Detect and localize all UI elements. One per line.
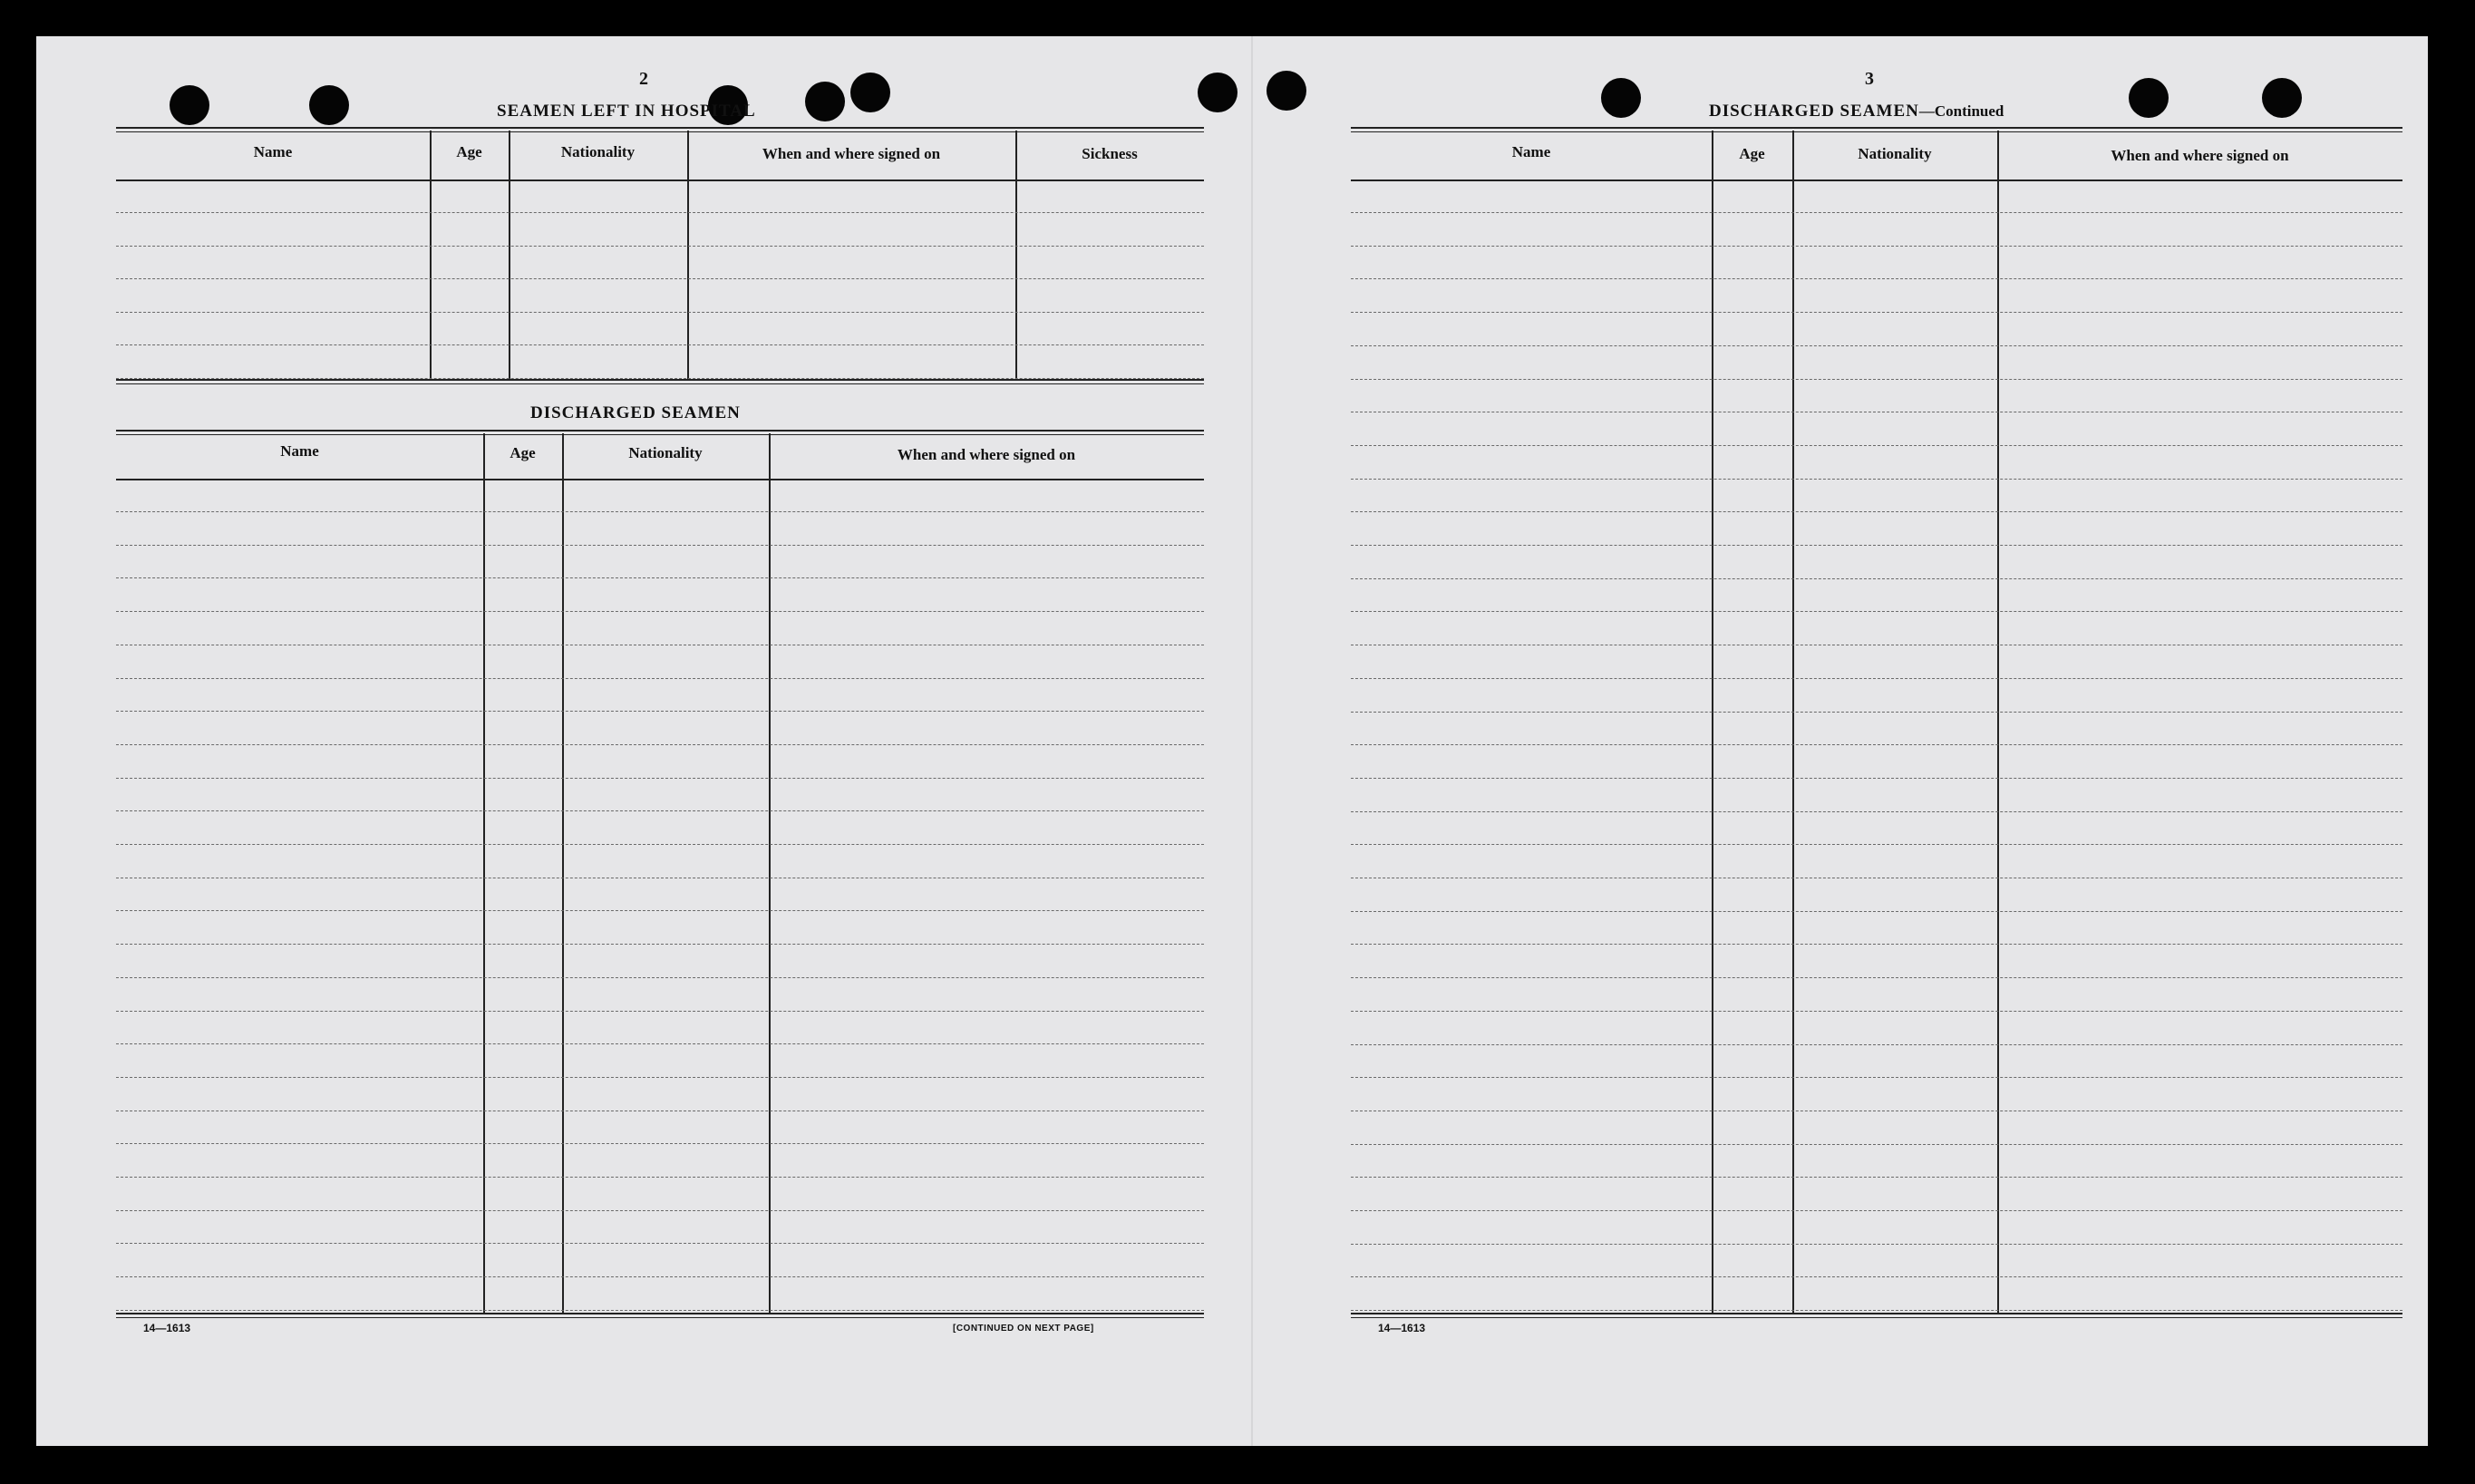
table-row [116,844,1204,845]
table-row [116,1177,1204,1178]
table-row [116,1143,1204,1144]
table-row [1351,744,2402,745]
table-row [116,378,1204,379]
discharged-section-title: DISCHARGED SEAMEN [530,403,741,422]
table-row [1351,246,2402,247]
table-row [1351,212,2402,213]
header-rule [116,179,1204,181]
table-row [1351,1144,2402,1145]
table-row [1351,778,2402,779]
header-rule [1351,179,2402,181]
left-page [36,36,1251,1446]
table-row [1351,345,2402,346]
table-bottom-rule [116,379,1204,384]
page-number: 2 [639,69,648,89]
table-row [116,278,1204,279]
table-row [1351,312,2402,313]
section-title: DISCHARGED SEAMEN [1709,102,1919,121]
table-row [1351,511,2402,512]
column-divider [562,433,564,1314]
table-row [1351,1077,2402,1078]
column-divider [1015,131,1017,381]
table-top-rule [1351,127,2402,132]
table-row [1351,611,2402,612]
table-row [116,545,1204,546]
table-row [116,1077,1204,1078]
table-row [1351,678,2402,679]
table-bottom-rule [116,1313,1204,1318]
table-row [1351,844,2402,845]
table-top-rule [116,127,1204,132]
header-rule [116,479,1204,480]
column-header-signed-on: When and where signed on [897,446,1076,463]
table-row [116,1210,1204,1211]
table-row [1351,1310,2402,1311]
column-divider [1792,131,1794,1314]
table-row [116,1011,1204,1012]
column-header-name: Name [280,442,319,460]
table-row [116,611,1204,612]
table-row [116,246,1204,247]
column-divider [769,433,771,1314]
column-divider [430,131,432,381]
table-row [116,1043,1204,1044]
page-number: 3 [1865,69,1874,89]
column-header-nationality: Nationality [1858,145,1932,162]
table-row [116,977,1204,978]
table-row [1351,811,2402,812]
table-row [1351,379,2402,380]
form-number: 14—1613 [143,1322,191,1334]
column-header-age: Age [456,143,482,160]
table-row [1351,479,2402,480]
table-row [1351,1244,2402,1245]
table-row [116,1276,1204,1277]
table-row [1351,1011,2402,1012]
table-row [1351,1210,2402,1211]
table-row [1351,712,2402,713]
column-header-signed-on: When and where signed on [762,145,941,162]
column-divider [1712,131,1713,1314]
table-row [116,678,1204,679]
table-row [116,810,1204,811]
table-bottom-rule [1351,1313,2402,1318]
continued-note: [CONTINUED ON NEXT PAGE] [953,1324,1094,1334]
column-header-sickness: Sickness [1082,145,1138,162]
right-page [1251,36,2428,1446]
discharged-continued-title [1709,102,2004,121]
table-row [116,344,1204,345]
table-row [1351,545,2402,546]
table-row [116,212,1204,213]
column-divider [483,433,485,1314]
column-divider [1997,131,1999,1314]
table-row [1351,911,2402,912]
table-row [116,1310,1204,1311]
table-top-rule [116,430,1204,435]
table-row [1351,278,2402,279]
table-row [116,910,1204,911]
table-row [116,1243,1204,1244]
table-row [1351,445,2402,446]
table-row [1351,578,2402,579]
table-row [116,577,1204,578]
table-row [116,744,1204,745]
column-divider [509,131,510,381]
form-number: 14—1613 [1378,1322,1426,1334]
column-header-nationality: Nationality [628,444,703,461]
table-row [116,312,1204,313]
table-row [116,944,1204,945]
table-row [116,511,1204,512]
table-row [1351,1276,2402,1277]
table-row [1351,1044,2402,1045]
column-header-name: Name [253,143,293,160]
column-header-name: Name [1511,143,1551,160]
column-header-age: Age [1739,145,1765,162]
column-divider [687,131,689,381]
section-title-suffix: —Continued [1918,102,2004,120]
column-header-nationality: Nationality [560,143,636,160]
document-paper [36,36,2428,1446]
table-row [1351,977,2402,978]
table-row [1351,1177,2402,1178]
hospital-section-title: SEAMEN LEFT IN HOSPITAL [497,102,756,121]
column-header-signed-on: When and where signed on [2111,147,2289,164]
table-row [1351,944,2402,945]
column-header-age: Age [510,444,536,461]
table-row [116,778,1204,779]
table-row [116,711,1204,712]
